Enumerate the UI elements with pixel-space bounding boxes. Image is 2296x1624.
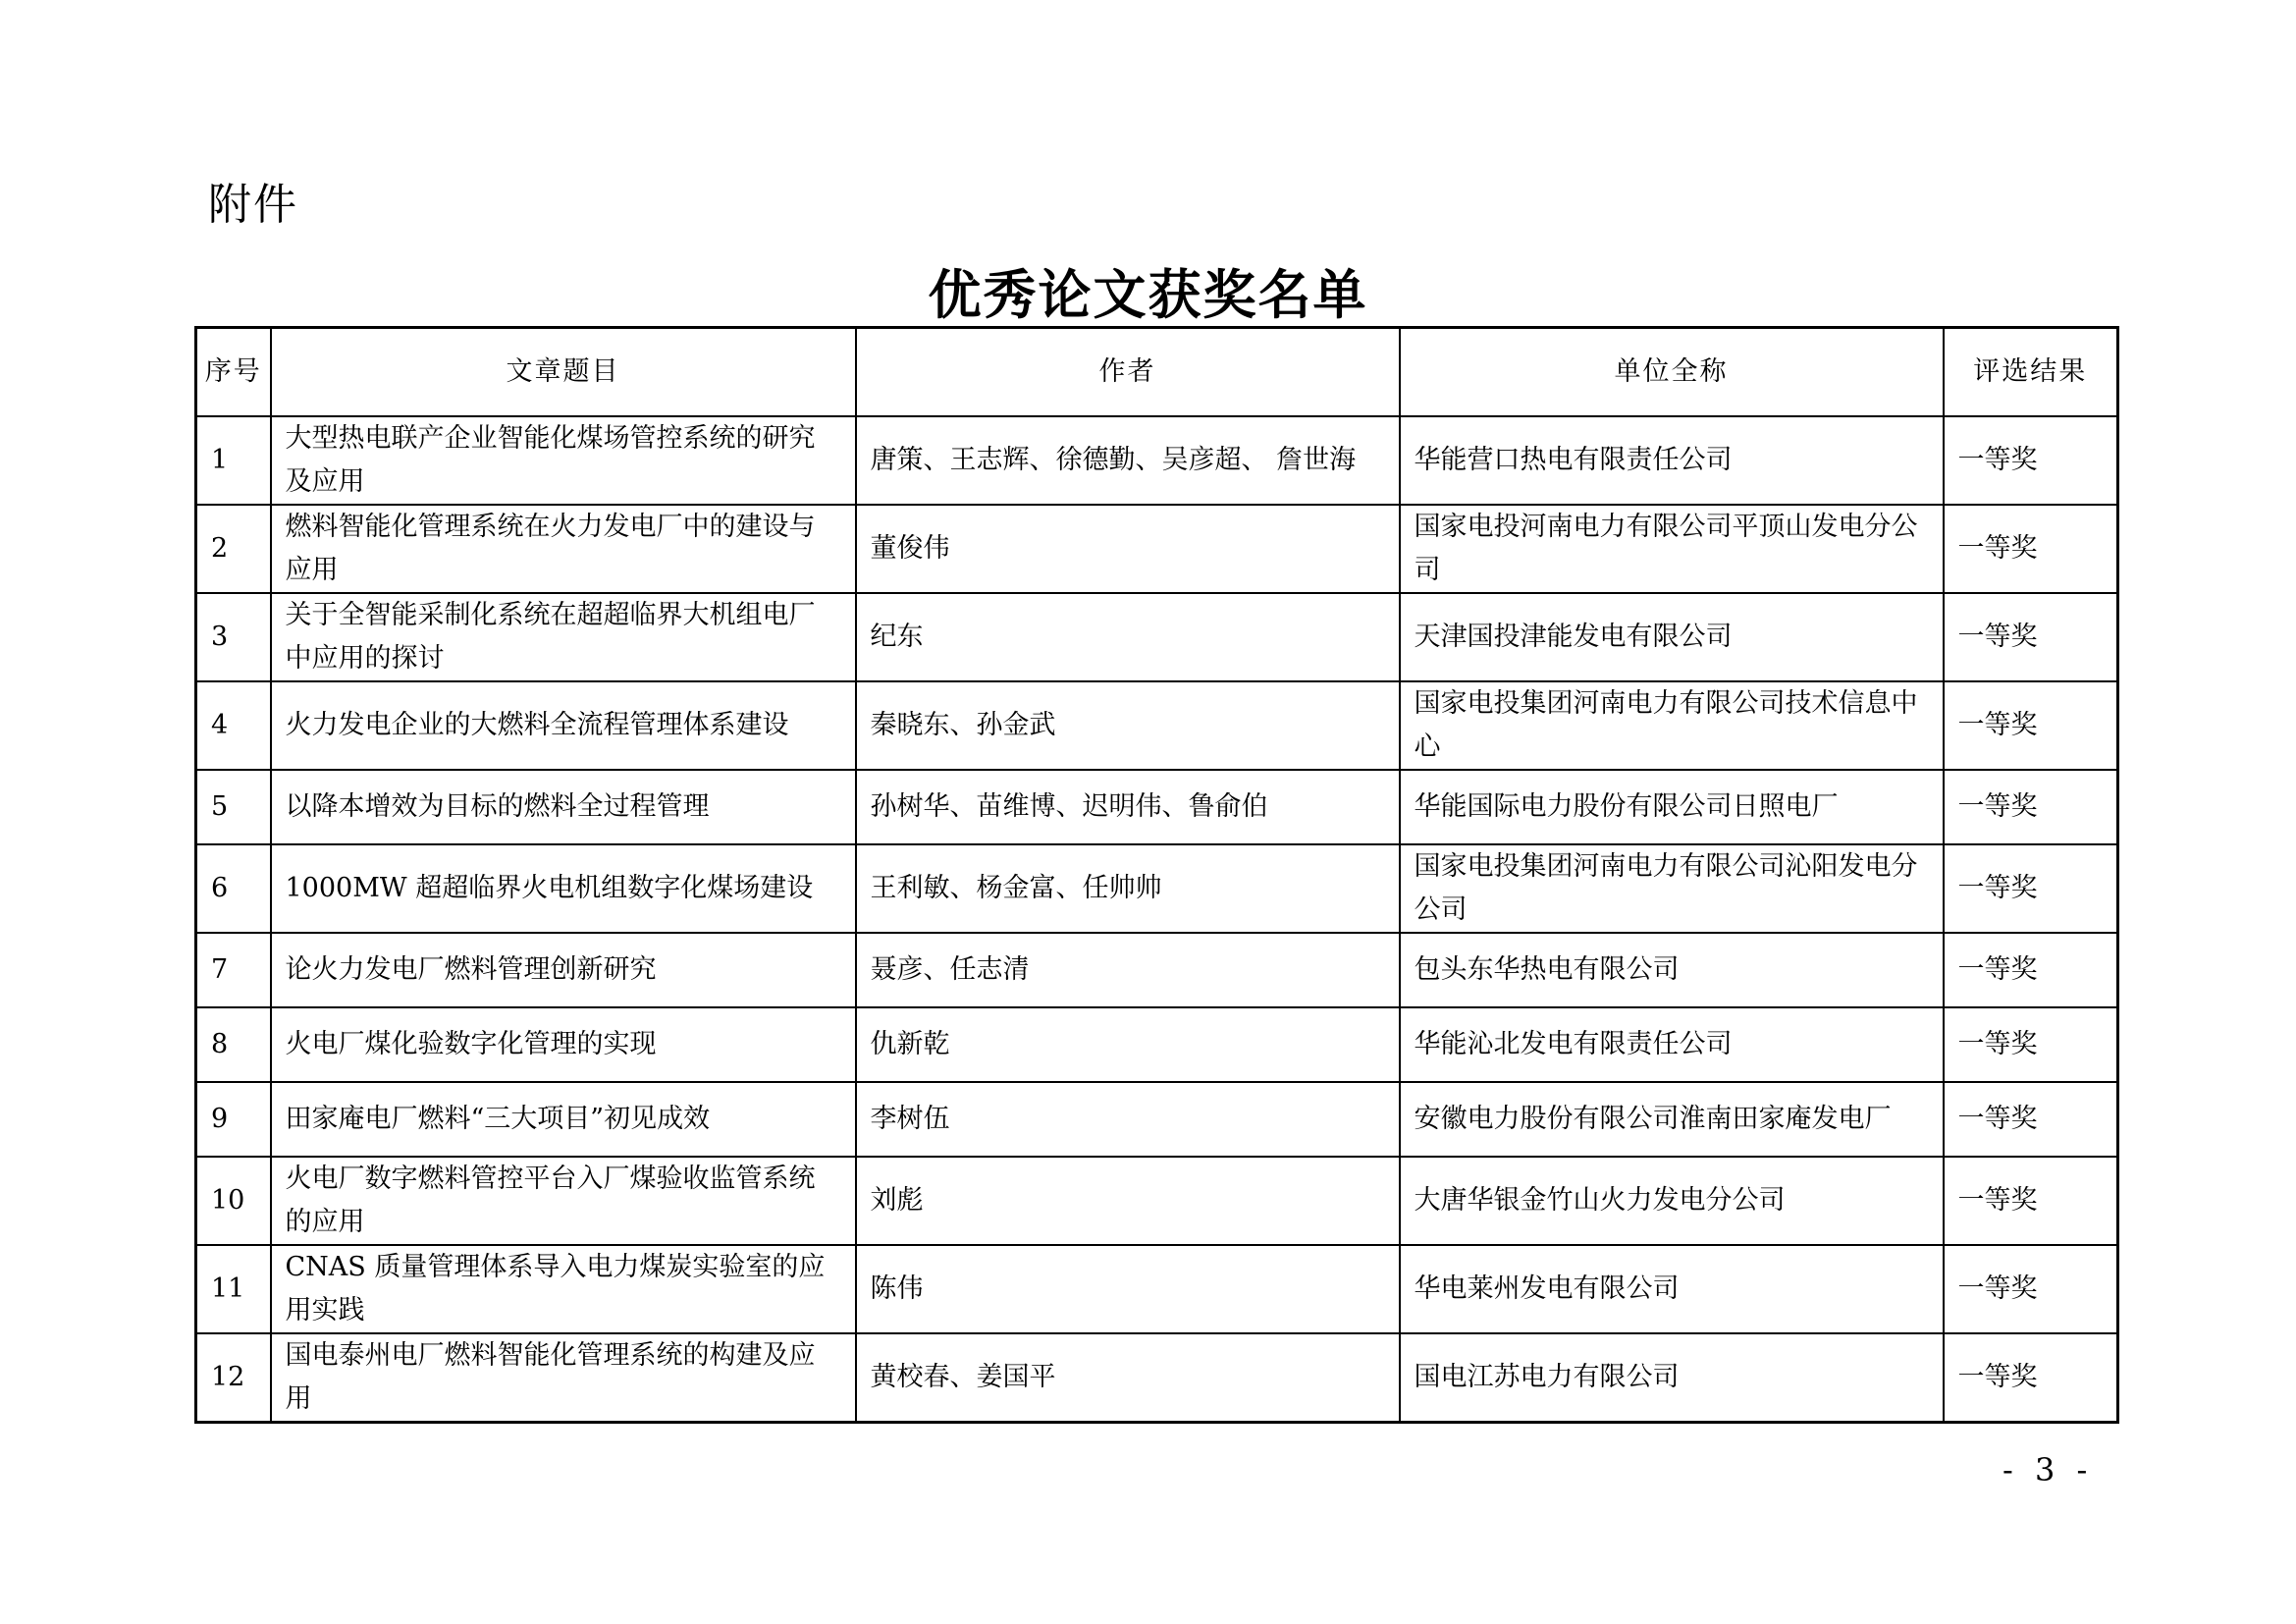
row-authors: 王利敏、杨金富、任帅帅 (856, 844, 1400, 933)
row-title: 燃料智能化管理系统在火力发电厂中的建设与应用 (271, 505, 856, 593)
row-index: 8 (196, 1007, 271, 1082)
table-row (196, 1007, 2118, 1082)
row-authors: 聂彦、任志清 (856, 933, 1400, 1007)
table-row (196, 1082, 2118, 1157)
table-body (196, 416, 2118, 1423)
row-authors: 黄校春、姜国平 (856, 1333, 1400, 1423)
row-title: CNAS 质量管理体系导入电力煤炭实验室的应用实践 (271, 1245, 856, 1333)
row-result: 一等奖 (1944, 844, 2118, 933)
row-unit: 国家电投河南电力有限公司平顶山发电分公司 (1400, 505, 1944, 593)
row-authors: 孙树华、苗维博、迟明伟、鲁俞伯 (856, 770, 1400, 844)
row-title: 田家庵电厂燃料“三大项目”初见成效 (271, 1082, 856, 1157)
awards-table (194, 326, 2119, 1424)
column-header-authors: 作者 (856, 328, 1400, 417)
table-row (196, 770, 2118, 844)
row-title: 大型热电联产企业智能化煤场管控系统的研究及应用 (271, 416, 856, 505)
row-unit: 国电江苏电力有限公司 (1400, 1333, 1944, 1423)
row-result: 一等奖 (1944, 1157, 2118, 1245)
row-index: 9 (196, 1082, 271, 1157)
table-row (196, 1157, 2118, 1245)
row-unit: 天津国投津能发电有限公司 (1400, 593, 1944, 681)
row-authors: 唐策、王志辉、徐德勤、吴彦超、 詹世海 (856, 416, 1400, 505)
table-row (196, 681, 2118, 770)
table-row (196, 933, 2118, 1007)
page-title: 优秀论文获奖名单 (928, 264, 1368, 326)
row-unit: 华能营口热电有限责任公司 (1400, 416, 1944, 505)
row-authors: 陈伟 (856, 1245, 1400, 1333)
row-unit: 国家电投集团河南电力有限公司技术信息中心 (1400, 681, 1944, 770)
row-title: 国电泰州电厂燃料智能化管理系统的构建及应用 (271, 1333, 856, 1423)
row-result: 一等奖 (1944, 1333, 2118, 1423)
row-index: 5 (196, 770, 271, 844)
column-header-result: 评选结果 (1944, 328, 2118, 417)
row-index: 3 (196, 593, 271, 681)
column-header-unit: 单位全称 (1400, 328, 1944, 417)
row-index: 12 (196, 1333, 271, 1423)
row-title: 论火力发电厂燃料管理创新研究 (271, 933, 856, 1007)
row-unit: 国家电投集团河南电力有限公司沁阳发电分公司 (1400, 844, 1944, 933)
row-result: 一等奖 (1944, 681, 2118, 770)
table-header-row (196, 328, 2118, 417)
row-title: 关于全智能采制化系统在超超临界大机组电厂中应用的探讨 (271, 593, 856, 681)
row-title: 以降本增效为目标的燃料全过程管理 (271, 770, 856, 844)
row-index: 10 (196, 1157, 271, 1245)
row-result: 一等奖 (1944, 933, 2118, 1007)
row-authors: 刘彪 (856, 1157, 1400, 1245)
table-row (196, 1245, 2118, 1333)
table-row (196, 505, 2118, 593)
table-row (196, 1333, 2118, 1423)
row-index: 6 (196, 844, 271, 933)
table-row (196, 844, 2118, 933)
row-unit: 安徽电力股份有限公司淮南田家庵发电厂 (1400, 1082, 1944, 1157)
row-result: 一等奖 (1944, 1245, 2118, 1333)
row-unit: 华能国际电力股份有限公司日照电厂 (1400, 770, 1944, 844)
row-title: 1000MW 超超临界火电机组数字化煤场建设 (271, 844, 856, 933)
row-title: 火电厂煤化验数字化管理的实现 (271, 1007, 856, 1082)
attachment-label: 附件 (208, 180, 298, 230)
row-index: 2 (196, 505, 271, 593)
page-number: - 3 - (2002, 1451, 2094, 1489)
row-authors: 纪东 (856, 593, 1400, 681)
row-result: 一等奖 (1944, 416, 2118, 505)
row-unit: 华能沁北发电有限责任公司 (1400, 1007, 1944, 1082)
row-index: 7 (196, 933, 271, 1007)
row-authors: 董俊伟 (856, 505, 1400, 593)
row-authors: 仇新乾 (856, 1007, 1400, 1082)
row-unit: 华电莱州发电有限公司 (1400, 1245, 1944, 1333)
row-title: 火电厂数字燃料管控平台入厂煤验收监管系统的应用 (271, 1157, 856, 1245)
column-header-index: 序号 (196, 328, 271, 417)
row-result: 一等奖 (1944, 593, 2118, 681)
row-index: 11 (196, 1245, 271, 1333)
row-index: 1 (196, 416, 271, 505)
row-index: 4 (196, 681, 271, 770)
row-unit: 大唐华银金竹山火力发电分公司 (1400, 1157, 1944, 1245)
row-result: 一等奖 (1944, 1007, 2118, 1082)
row-result: 一等奖 (1944, 770, 2118, 844)
row-result: 一等奖 (1944, 505, 2118, 593)
row-authors: 秦晓东、孙金武 (856, 681, 1400, 770)
row-unit: 包头东华热电有限公司 (1400, 933, 1944, 1007)
column-header-title: 文章题目 (271, 328, 856, 417)
table-row (196, 593, 2118, 681)
table-row (196, 416, 2118, 505)
row-result: 一等奖 (1944, 1082, 2118, 1157)
row-authors: 李树伍 (856, 1082, 1400, 1157)
row-title: 火力发电企业的大燃料全流程管理体系建设 (271, 681, 856, 770)
